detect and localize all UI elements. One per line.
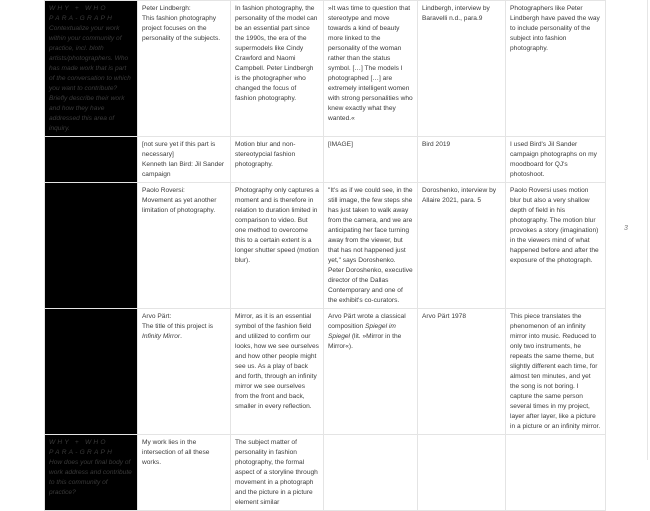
table-row [45,435,606,511]
subject-text-pre: The title of this project is [142,323,214,330]
research-table [44,0,606,511]
section-heading: WHY + WHO PARA-GRAPH [49,439,115,456]
subject-text: This fashion photography project focuses on the personality of the subjects. [142,15,221,42]
quote-cell[interactable]: [IMAGE] [324,137,418,183]
subject-title: [not sure yet if this part is necessary] [142,141,216,158]
table-row [45,183,606,309]
quote-cell[interactable] [324,309,418,435]
analysis-cell[interactable]: Photography only captures a moment and is therefore in relation to duration limited in comparison to video. But one method to overcome this to a certain extent is a longer shutter speed (motion blur). [231,183,324,309]
side-prompt-cell [45,309,138,435]
source-cell[interactable]: Doroshenko, interview by Allaire 2021, para. 5 [418,183,506,309]
side-prompt-cell [45,435,138,511]
reflection-cell[interactable]: Photographers like Peter Lindbergh have paved the way to include personality of the subject into fashion photography. [506,1,606,137]
subject-title: Arvo Pärt: [142,313,172,320]
subject-cell[interactable] [138,309,231,435]
source-cell[interactable]: Lindbergh, interview by Baravelli n.d., para.9 [418,1,506,137]
table-row [45,309,606,435]
prompt-text: Contextualize your work within your community of practice, incl. bloth artists/photographers. Who has made work that is part of the conversation to which you want to contribute? Briefly describe their work and how they have addressed this area of inquiry. [49,25,131,132]
source-cell[interactable]: Bird 2019 [418,137,506,183]
page-edge [647,0,648,460]
section-heading: WHY + WHO PARA-GRAPH [49,5,115,22]
subject-text [142,322,226,342]
reflection-cell[interactable]: This piece translates the phenomenon of an infinity mirror into music. Reduced to only two instruments, he repeats the same theme, but slightly different each time, for almost ten minutes, and yet the song is not boring. I capture the same person several times in my project, layer after layer, like a picture in a picture or an infinity mirror. [506,309,606,435]
reflection-cell[interactable]: Paolo Roversi uses motion blur but also a very shallow depth of field in his photography. The motion blur provokes a story (imagination) in the viewers mind of what happened before and after the exposure of the photograph. [506,183,606,309]
quote-cell[interactable]: »It was time to question that stereotype and move towards a kind of beauty more linked to the personality of the woman rather than the status symbol. […] The models I photographed […] are extremely intelligent women with strong personalities who knew exactly what they wanted.« [324,1,418,137]
side-prompt-cell [45,137,138,183]
reflection-cell[interactable] [506,435,606,511]
subject-cell[interactable] [138,137,231,183]
side-prompt-cell [45,183,138,309]
composition-title: Spiegel im Spiegel [328,323,396,340]
analysis-cell[interactable]: In fashion photography, the personality of the model can be an essential part since the 1990s, the era of the supermodels like Cindy Crawford and Naomi Campbell. Peter Lindbergh is the photographer who changed the focus of fashion photography. [231,1,324,137]
analysis-cell[interactable]: Motion blur and non-stereotypcial fashion photography. [231,137,324,183]
subject-text: Movement as yet another limitation of photography. [142,197,217,214]
subject-text-post: . [180,333,182,340]
table-row [45,137,606,183]
table-row [45,1,606,137]
project-title: Infinity Mirror [142,333,181,340]
source-cell[interactable]: Arvo Pärt 1978 [418,309,506,435]
source-cell[interactable] [418,435,506,511]
subject-cell[interactable]: My work lies in the intersection of all these works. [138,435,231,511]
quote-pre: Arvo Pärt wrote a classical composition [328,313,406,330]
quote-cell[interactable] [324,435,418,511]
prompt-text: How does your final body of work address and contribute to this community of practice? [49,459,132,496]
reflection-cell[interactable]: I used Bird's Jil Sander campaign photographs on my moodboard for QJ's photoshoot. [506,137,606,183]
subject-cell[interactable] [138,183,231,309]
subject-text: Kenneth Ian Bird: Jil Sander campaign [142,161,225,178]
quote-cell[interactable]: "It's as if we could see, in the still image, the few steps she has just taken to walk away from the camera, and we are anticipating her face turning away from the viewer, but that has not happened just yet," says Doroshenko. Peter Doroshenko, executive director of the Dallas Contemporary and one of the exhibit's co-curators. [324,183,418,309]
subject-cell[interactable] [138,1,231,137]
analysis-cell[interactable]: The subject matter of personality in fashion photography, the formal aspect of a storyline through movement in a photograph and the picture in a picture element similar [231,435,324,511]
side-prompt-cell [45,1,138,137]
subject-title: Paolo Roversi: [142,187,185,194]
analysis-cell[interactable]: Mirror, as it is an essential symbol of the fashion field and utilized to confirm our looks, how we see ourselves and how other people might see us. As a play of back and forth, through an infinity mirror we see ourselves from the front and back, smaller in every reflection. [231,309,324,435]
subject-title: Peter Lindbergh: [142,5,191,12]
page-margin-mark: 3 [624,225,628,232]
quote-post: (lit. »Mirror in the Mirror«). [328,333,402,350]
